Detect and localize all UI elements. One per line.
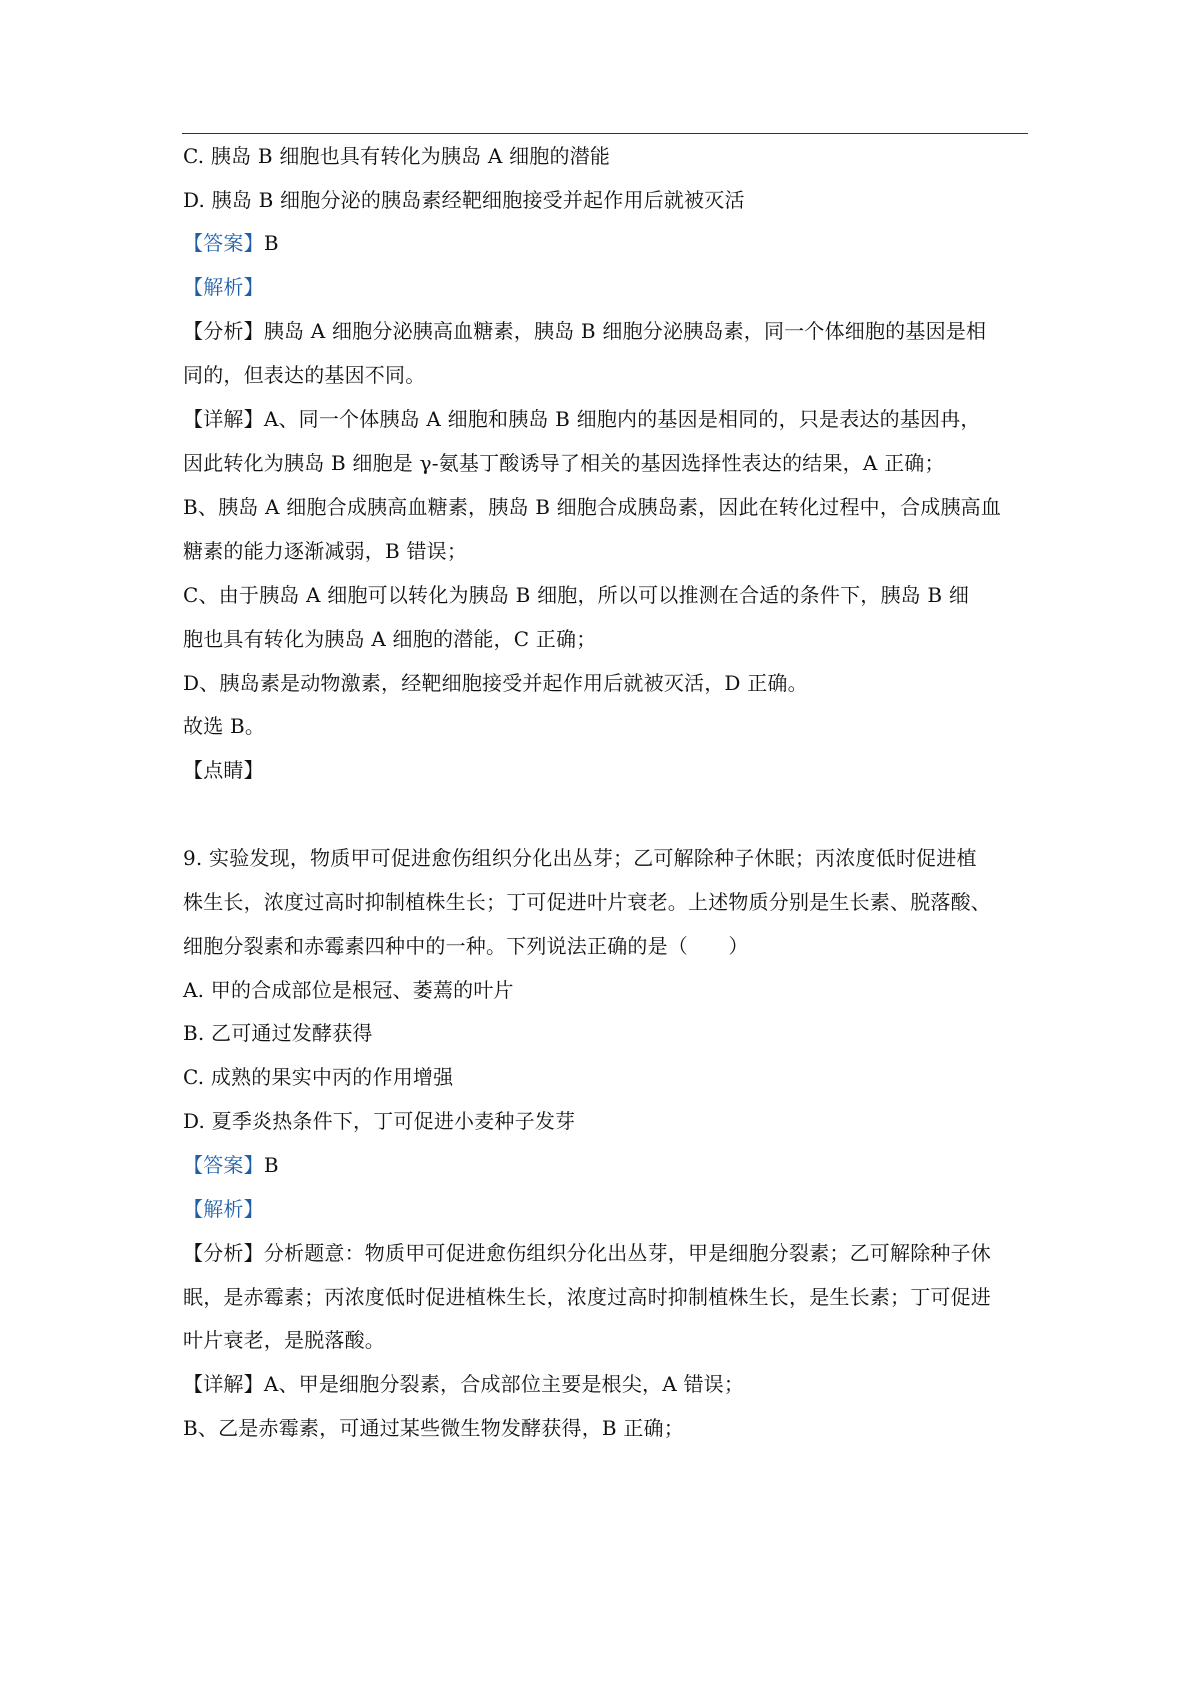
detail-text-1: A、同一个体胰岛 A 细胞和胰岛 B 细胞内的基因是相同的，只是表达的基因冉， — [263, 407, 981, 431]
fenxi-tag: 【分析】 — [183, 319, 264, 343]
option-c-text: C. 胰岛 B 细胞也具有转化为胰岛 A 细胞的潜能 — [183, 144, 611, 168]
q9-option-c — [183, 1063, 1029, 1091]
question-9-line-1 — [183, 844, 1029, 872]
q9-option-c-text: C. 成熟的果实中丙的作用增强 — [183, 1065, 454, 1089]
detail-line-5 — [183, 581, 1029, 609]
choose-text: 故选 B。 — [183, 714, 266, 738]
answer-value: B — [263, 231, 279, 255]
fenxi2-text-3: 叶片衰老，是脱落酸。 — [183, 1328, 385, 1352]
fenxi2-text-2: 眠，是赤霉素；丙浓度低时促进植株生长，浓度过高时抑制植株生长，是生长素；丁可促进 — [183, 1285, 991, 1309]
detail-text-2: 因此转化为胰岛 B 细胞是 γ-氨基丁酸诱导了相关的基因选择性表达的结果，A 正确； — [183, 451, 945, 475]
q9-option-d-text: D. 夏季炎热条件下，丁可促进小麦种子发芽 — [183, 1109, 576, 1133]
detail-tag-2: 【详解】 — [183, 1372, 264, 1396]
analysis-line-1 — [183, 273, 1029, 301]
fenxi-line-1 — [183, 317, 1029, 345]
fenxi2-line-2 — [183, 1283, 1029, 1311]
option-c-line — [183, 142, 1029, 170]
question-9-line-2 — [183, 888, 1029, 916]
detail2-text-1: A、甲是细胞分裂素，合成部位主要是根尖，A 错误； — [263, 1372, 745, 1396]
analysis-tag-2: 【解析】 — [183, 1197, 264, 1221]
answer-value-2: B — [263, 1153, 279, 1177]
fenxi2-line-1 — [183, 1239, 1029, 1267]
answer-tag-2: 【答案】 — [183, 1153, 264, 1177]
q9-option-b-text: B. 乙可通过发酵获得 — [183, 1021, 373, 1045]
detail2-line-2 — [183, 1414, 1029, 1442]
question-9-text-2: 株生长，浓度过高时抑制植株生长；丁可促进叶片衰老。上述物质分别是生长素、脱落酸、 — [183, 890, 991, 914]
question-9-text-3: 细胞分裂素和赤霉素四种中的一种。下列说法正确的是（ ） — [183, 934, 749, 958]
analysis-tag: 【解析】 — [183, 275, 264, 299]
fenxi-text-1: 胰岛 A 细胞分泌胰高血糖素，胰岛 B 细胞分泌胰岛素，同一个体细胞的基因是相 — [263, 319, 987, 343]
detail-text-4: 糖素的能力逐渐减弱，B 错误； — [183, 539, 468, 563]
detail-line-2 — [183, 449, 1029, 477]
detail-line-6 — [183, 625, 1029, 653]
q9-option-a-text: A. 甲的合成部位是根冠、萎蔫的叶片 — [183, 978, 514, 1002]
q9-option-a — [183, 976, 1029, 1004]
answer-tag: 【答案】 — [183, 231, 264, 255]
detail-text-7: D、胰岛素是动物激素，经靶细胞接受并起作用后就被灭活，D 正确。 — [183, 671, 808, 695]
detail2-text-2: B、乙是赤霉素，可通过某些微生物发酵获得，B 正确； — [183, 1416, 684, 1440]
detail-line-7 — [183, 669, 1029, 697]
q9-option-d — [183, 1107, 1029, 1135]
fenxi2-line-3 — [183, 1326, 1029, 1354]
detail-text-3: B、胰岛 A 细胞合成胰高血糖素，胰岛 B 细胞合成胰岛素，因此在转化过程中，合成胰高血 — [183, 495, 1002, 519]
question-9-text-1: 9. 实验发现，物质甲可促进愈伤组织分化出丛芽；乙可解除种子休眠；丙浓度低时促进植 — [183, 846, 977, 870]
answer-line-1 — [183, 229, 1029, 257]
q9-option-b — [183, 1019, 1029, 1047]
analysis-line-2 — [183, 1195, 1029, 1223]
option-d-line — [183, 186, 1029, 214]
dianjing-line — [183, 756, 1029, 784]
fenxi-line-2 — [183, 361, 1029, 389]
option-d-text: D. 胰岛 B 细胞分泌的胰岛素经靶细胞接受并起作用后就被灭活 — [183, 188, 745, 212]
detail2-line-1 — [183, 1370, 1029, 1398]
question-9-line-3 — [183, 932, 1029, 960]
fenxi-tag-2: 【分析】 — [183, 1241, 264, 1265]
detail-line-1 — [183, 405, 1029, 433]
header-rule — [182, 133, 1028, 134]
choose-line — [183, 712, 1029, 740]
detail-text-5: C、由于胰岛 A 细胞可以转化为胰岛 B 细胞，所以可以推测在合适的条件下，胰岛 B 细 — [183, 583, 970, 607]
detail-line-4 — [183, 537, 1029, 565]
fenxi-text-2: 同的，但表达的基因不同。 — [183, 363, 426, 387]
detail-text-6: 胞也具有转化为胰岛 A 细胞的潜能，C 正确； — [183, 627, 597, 651]
detail-line-3 — [183, 493, 1029, 521]
dianjing-tag: 【点睛】 — [183, 758, 264, 782]
fenxi2-text-1: 分析题意：物质甲可促进愈伤组织分化出丛芽，甲是细胞分裂素；乙可解除种子休 — [263, 1241, 992, 1265]
detail-tag: 【详解】 — [183, 407, 264, 431]
answer-line-2 — [183, 1151, 1029, 1179]
